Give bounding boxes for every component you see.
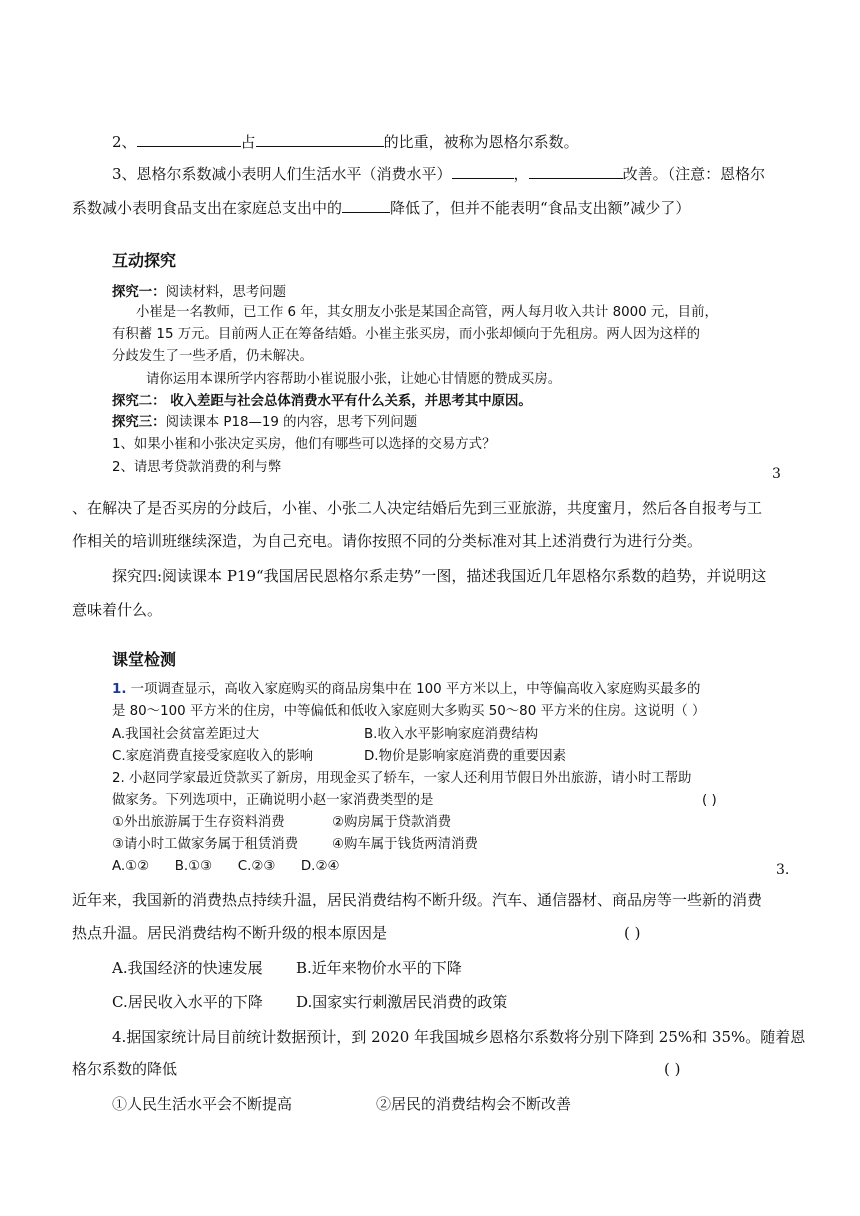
fill-q2-num: 2、 xyxy=(112,133,137,151)
option: ②购房属于贷款消费 xyxy=(332,815,452,830)
check-q3: 近年来，我国新的消费热点持续升温，居民消费结构不断升级。汽车、通信器材、商品房等一些新的消费 xyxy=(72,891,763,909)
option: B.收入水平影响家庭消费结构 xyxy=(364,727,539,742)
fill-q2-mid: 占 xyxy=(240,133,256,151)
check-q1 xyxy=(112,681,700,699)
answer-choices: A.①② B.①③ C.②③ D.②④ xyxy=(112,859,340,874)
fill-q3 xyxy=(112,164,765,184)
option: D.物价是影响家庭消费的重要因素 xyxy=(364,749,567,764)
explore-4: 探究四:阅读课本 P19“我国居民恩格尔系走势”一图，描述我国近几年恩格尔系数的趋势，并说明这 xyxy=(112,567,767,585)
check-q4: 4.据国家统计局目前统计数据预计，到 2020 年我国城乡恩格尔系数将分别下降到 25%和 35%。随着恩 xyxy=(112,1028,806,1046)
option: A.我国社会贫富差距过大 xyxy=(112,727,260,742)
text: 阅读材料，思考问题 xyxy=(165,285,287,300)
blank[interactable] xyxy=(256,132,384,147)
option: C.居民收入水平的下降 xyxy=(112,993,263,1011)
fill-q3-end: 降低了，但并不能表明“食品支出额”减少了） xyxy=(390,199,691,217)
check-q1-line2: 是 80～100 平方米的住房，中等偏低和低收入家庭则大多购买 50～80 平方米的住房。这说明（ ） xyxy=(112,704,706,719)
explore-3-q1: 1、如果小崔和小张决定买房，他们有哪些可以选择的交易方式？ xyxy=(112,437,496,452)
option: B.近年来物价水平的下降 xyxy=(296,959,462,977)
question-number: 3. xyxy=(776,862,790,878)
explore-3-q3-line2: 作相关的培训班继续深造，为自己充电。请你按照不同的分类标准对其上述消费行为进行分类。 xyxy=(72,532,703,550)
check-q4-line2: 格尔系数的降低 xyxy=(72,1060,178,1078)
blank[interactable] xyxy=(452,164,514,179)
label: 探究一： xyxy=(112,285,166,300)
answer-paren: ( ) xyxy=(664,1060,681,1078)
option: D.国家实行刺激居民消费的政策 xyxy=(296,993,508,1011)
story-line: 分歧发生了一些矛盾，仍未解决。 xyxy=(112,349,313,364)
blank[interactable] xyxy=(529,164,623,179)
answer-paren: ( ) xyxy=(624,924,641,942)
story-task: 请你运用本课所学内容帮助小崔说服小张，让她心甘情愿的赞成买房。 xyxy=(146,372,562,387)
answer-paren: ( ) xyxy=(702,793,717,808)
option: ②居民的消费结构会不断改善 xyxy=(376,1095,572,1113)
option: C.家庭消费直接受家庭收入的影响 xyxy=(112,749,314,764)
check-q3-line2: 热点升温。居民消费结构不断升级的根本原因是 xyxy=(72,924,388,942)
explore-1-title xyxy=(112,284,286,302)
section-heading-explore: 互动探究 xyxy=(112,251,177,270)
question-number: 3 xyxy=(772,466,781,482)
explore-2: 探究二： 收入差距与社会总体消费水平有什么关系，并思考其中原因。 xyxy=(112,394,532,409)
fill-q3-line2 xyxy=(72,198,690,218)
q-num: 1. xyxy=(112,682,127,697)
fill-q2-end: 的比重，被称为恩格尔系数。 xyxy=(383,133,579,151)
fill-q3-comma: ， xyxy=(513,165,529,183)
explore-3-q3: 、在解决了是否买房的分歧后，小崔、小张二人决定结婚后先到三亚旅游，共度蜜月，然后各自报考与工 xyxy=(72,499,763,517)
option: ③请小时工做家务属于租赁消费 xyxy=(112,837,299,852)
option: ①外出旅游属于生存资料消费 xyxy=(112,815,285,830)
section-heading-check: 课堂检测 xyxy=(112,650,177,669)
explore-4-line2: 意味着什么。 xyxy=(72,601,163,619)
option: ④购车属于钱货两清消费 xyxy=(332,837,478,852)
check-q2: 2. 小赵同学家最近贷款买了新房，用现金买了轿车，一家人还利用节假日外出旅游，请小时工帮助 xyxy=(112,771,692,786)
fill-q3-start: 3、恩格尔系数减小表明人们生活水平（消费水平） xyxy=(112,165,452,183)
check-q2-line2: 做家务。下列选项中，正确说明小赵一家消费类型的是 xyxy=(112,793,434,808)
fill-q2 xyxy=(112,132,579,152)
label: 探究三： xyxy=(112,415,166,430)
option: ①人民生活水平会不断提高 xyxy=(112,1095,293,1113)
story-line: 有积蓄 15 万元。目前两人正在筹备结婚。小崔主张买房，而小张却倾向于先租房。两人因为这样的 xyxy=(112,327,700,342)
explore-3-title xyxy=(112,414,417,432)
blank[interactable] xyxy=(137,132,241,147)
explore-3-q2: 2、请思考贷款消费的利与弊 xyxy=(112,460,282,475)
text: 阅读课本 P18—19 的内容，思考下列问题 xyxy=(165,415,418,430)
option: A.我国经济的快速发展 xyxy=(112,959,263,977)
blank[interactable] xyxy=(342,198,390,213)
fill-q3-text: 系数减小表明食品支出在家庭总支出中的 xyxy=(72,199,343,217)
q-text: 一项调查显示，高收入家庭购买的商品房集中在 100 平方米以上，中等偏高收入家庭购买最多的 xyxy=(126,682,701,697)
story-line: 小崔是一名教师，已工作 6 年，其女朋友小张是某国企高管，两人每月收入共计 8000 元，目前， xyxy=(136,305,718,320)
fill-q3-mid: 改善。（注意：恩格尔 xyxy=(622,165,766,183)
